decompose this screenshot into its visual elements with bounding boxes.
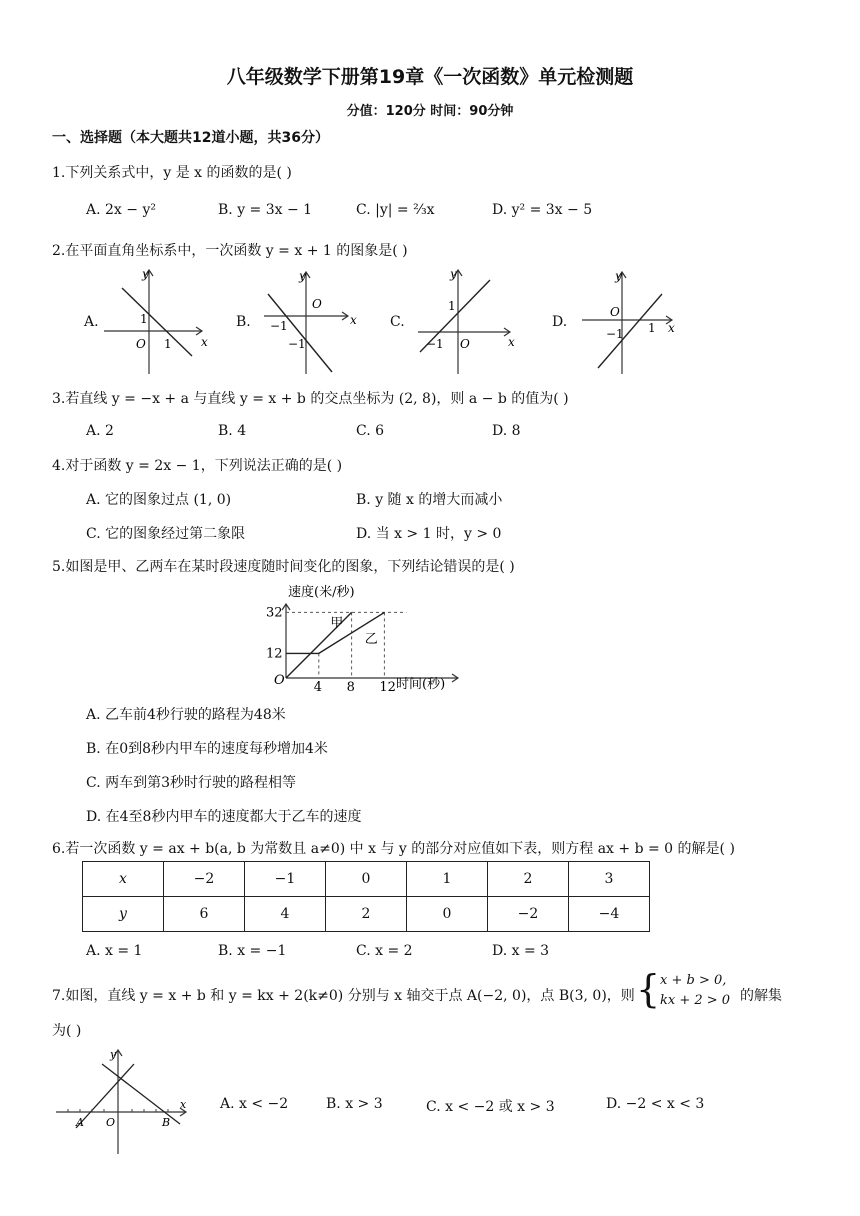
table-cell: 6 bbox=[164, 897, 245, 932]
q7-option-c: C. x < −2 或 x > 3 bbox=[426, 1099, 555, 1115]
question-1-stem: 1.下列关系式中，y 是 x 的函数的是( ) bbox=[52, 165, 292, 181]
question-7-stem-tail: 的解集 bbox=[740, 988, 782, 1004]
q6-option-c: C. x = 2 bbox=[356, 943, 413, 959]
q5-option-a: A. 乙车前4秒行驶的路程为48米 bbox=[86, 707, 286, 723]
q3-option-b: B. 4 bbox=[218, 423, 247, 439]
table-cell: −4 bbox=[569, 897, 650, 932]
table-cell: −1 bbox=[245, 862, 326, 897]
q4-option-a: A. 它的图象过点 (1, 0) bbox=[86, 492, 232, 508]
q4-option-c: C. 它的图象经过第二象限 bbox=[86, 526, 246, 542]
svg-text:x: x bbox=[508, 335, 515, 349]
question-5-stem: 5.如图是甲、乙两车在某时段速度随时间变化的图象，下列结论错误的是( ) bbox=[52, 559, 515, 575]
q3-option-a: A. 2 bbox=[86, 423, 114, 439]
page-title: 八年级数学下册第19章《一次函数》单元检测题 bbox=[226, 66, 634, 88]
question-7-stem: 7.如图，直线 y = x + b 和 y = kx + 2(k≠0) 分别与 x 轴交于点 A(−2, 0)，点 B(3, 0)，则 bbox=[52, 988, 635, 1004]
system-brace: { bbox=[636, 967, 661, 1011]
question-3-stem: 3.若直线 y = −x + a 与直线 y = x + b 的交点坐标为 (2, 8)，则 a − b 的值为( ) bbox=[52, 391, 569, 407]
q1-option-c: C. |y| = ⅔x bbox=[356, 202, 435, 218]
svg-text:1: 1 bbox=[164, 337, 172, 351]
table-cell: y bbox=[83, 897, 164, 932]
q4-option-b: B. y 随 x 的增大而减小 bbox=[356, 492, 503, 508]
chart-origin: O bbox=[274, 673, 285, 688]
y-tick-label: 12 bbox=[266, 646, 283, 662]
svg-text:O: O bbox=[312, 297, 322, 311]
q2-graph-b bbox=[262, 268, 362, 378]
svg-text:B: B bbox=[162, 1116, 171, 1129]
q6-option-b: B. x = −1 bbox=[218, 943, 287, 959]
table-row-x bbox=[83, 862, 650, 897]
q5-option-c: C. 两车到第3秒时行驶的路程相等 bbox=[86, 775, 297, 791]
series-label-yi: 乙 bbox=[364, 632, 378, 648]
speed-time-chart bbox=[262, 580, 472, 696]
q7-option-d: D. −2 < x < 3 bbox=[606, 1096, 705, 1112]
q2-letter-d: D. bbox=[552, 314, 568, 330]
table-cell: −2 bbox=[488, 897, 569, 932]
q2-graph-a bbox=[104, 266, 208, 376]
svg-text:−1: −1 bbox=[288, 337, 306, 351]
x-tick-label: 12 bbox=[379, 680, 396, 695]
question-4-stem: 4.对于函数 y = 2x − 1，下列说法正确的是( ) bbox=[52, 458, 343, 474]
x-tick-label: 4 bbox=[313, 680, 323, 695]
q2-letter-c: C. bbox=[390, 314, 405, 330]
y-tick-label: 32 bbox=[266, 605, 283, 621]
table-cell: 3 bbox=[569, 862, 650, 897]
q5-option-b: B. 在0到8秒内甲车的速度每秒增加4米 bbox=[86, 741, 328, 757]
table-cell: 2 bbox=[488, 862, 569, 897]
svg-text:O: O bbox=[106, 1116, 116, 1129]
system-inequality-1: x + b > 0, bbox=[660, 973, 727, 988]
q2-graph-c bbox=[418, 266, 518, 376]
table-cell: 2 bbox=[326, 897, 407, 932]
table-cell: 1 bbox=[407, 862, 488, 897]
q7-option-b: B. x > 3 bbox=[326, 1096, 383, 1112]
q7-graph bbox=[54, 1046, 194, 1158]
svg-text:−1: −1 bbox=[426, 337, 444, 351]
table-cell: 0 bbox=[407, 897, 488, 932]
svg-text:y: y bbox=[450, 267, 457, 281]
chart-y-label: 速度(米/秒) bbox=[288, 585, 355, 600]
q3-option-c: C. 6 bbox=[356, 423, 385, 439]
svg-text:O: O bbox=[610, 305, 620, 319]
svg-text:1: 1 bbox=[648, 321, 656, 335]
q5-option-d: D. 在4至8秒内甲车的速度都大于乙车的速度 bbox=[86, 809, 362, 825]
svg-text:1: 1 bbox=[140, 312, 148, 326]
q1-option-b: B. y = 3x − 1 bbox=[218, 202, 313, 218]
svg-text:x: x bbox=[180, 1098, 187, 1111]
svg-text:y: y bbox=[299, 269, 306, 283]
series-label-jia: 甲 bbox=[330, 615, 344, 631]
q6-option-d: D. x = 3 bbox=[492, 943, 550, 959]
svg-text:1: 1 bbox=[448, 299, 456, 313]
svg-text:x: x bbox=[668, 321, 675, 335]
q7-option-a: A. x < −2 bbox=[220, 1096, 289, 1112]
table-cell: −2 bbox=[164, 862, 245, 897]
table-cell: 4 bbox=[245, 897, 326, 932]
q2-letter-b: B. bbox=[236, 314, 251, 330]
svg-text:y: y bbox=[142, 267, 149, 281]
exam-meta: 分值：120分 时间：90分钟 bbox=[346, 104, 514, 119]
q6-option-a: A. x = 1 bbox=[86, 943, 143, 959]
question-2-stem: 2.在平面直角坐标系中，一次函数 y = x + 1 的图象是( ) bbox=[52, 243, 408, 259]
svg-text:O: O bbox=[136, 337, 146, 351]
svg-text:O: O bbox=[460, 337, 470, 351]
table-cell: x bbox=[83, 862, 164, 897]
value-table bbox=[82, 861, 650, 932]
question-6-stem: 6.若一次函数 y = ax + b(a, b 为常数且 a≠0) 中 x 与 y 的部分对应值如下表，则方程 ax + b = 0 的解是( ) bbox=[52, 841, 735, 857]
svg-text:y: y bbox=[110, 1048, 117, 1061]
svg-text:y: y bbox=[615, 269, 622, 283]
section-heading: 一、选择题（本大题共12道小题，共36分） bbox=[52, 130, 329, 146]
q2-letter-a: A. bbox=[84, 314, 99, 330]
svg-text:−1: −1 bbox=[606, 327, 624, 341]
svg-text:x: x bbox=[350, 313, 357, 327]
q2-graph-d bbox=[578, 268, 682, 378]
q1-option-a: A. 2x − y² bbox=[86, 202, 156, 218]
svg-text:x: x bbox=[201, 335, 208, 349]
question-7-stem-end: 为( ) bbox=[52, 1023, 82, 1039]
x-tick-label: 8 bbox=[346, 680, 355, 695]
table-cell: 0 bbox=[326, 862, 407, 897]
q1-option-d: D. y² = 3x − 5 bbox=[492, 202, 593, 218]
system-inequality-2: kx + 2 > 0 bbox=[660, 993, 731, 1008]
svg-text:A: A bbox=[76, 1116, 84, 1129]
table-row-y bbox=[83, 897, 650, 932]
svg-text:−1: −1 bbox=[270, 319, 288, 333]
chart-x-label: 时间(秒) bbox=[396, 677, 446, 692]
q3-option-d: D. 8 bbox=[492, 423, 521, 439]
q4-option-d: D. 当 x > 1 时，y > 0 bbox=[356, 526, 502, 542]
